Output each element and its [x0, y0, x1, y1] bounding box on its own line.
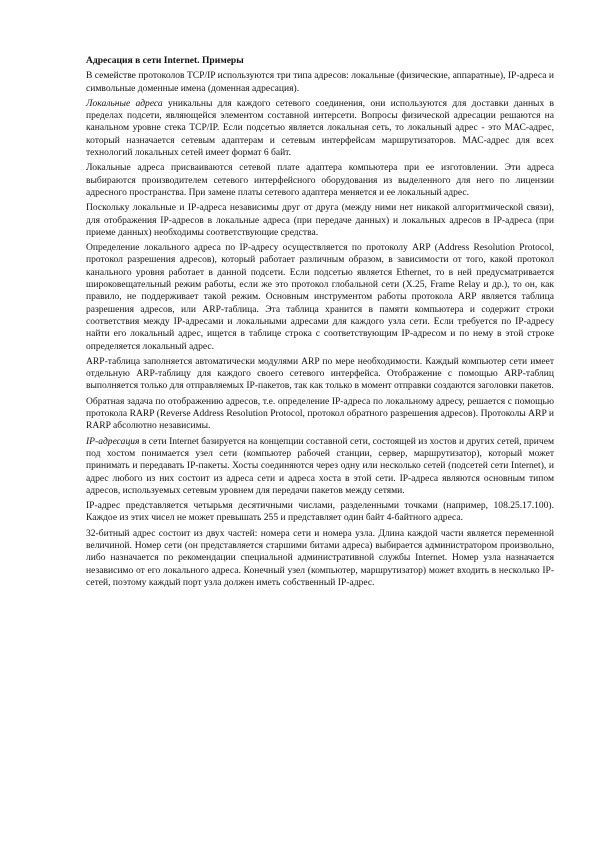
paragraph-arp-protocol: Определение локального адреса по IP-адресу осуществляется по протоколу ARP (Address Resolution Protocol, протокол разрешения адресов), который работает различным образом, в зависимости от того, какой протокол канального уровня работает в данной подсети. Если подсетью является Ethernet, то в ней предусматривается широковещательный режим работы, если же это протокол глобальной сети (Х.25, Frame Relay и др.), то он, как правило, не поддерживает такой режим. Основным инструментом работы протокола ARP является таблица разрешения адресов, или ARP-таблица. Эта таблица хранится в памяти компьютера и содержит строки соответствия между IP-адресами и локальными адресами для каждого узла сети. Если требуется по IP-адресу найти его локальный адрес, ищется в таблице строка с соответствующим IP-адресом и по нему в этой строке определяется локальный адрес.: [86, 242, 554, 352]
paragraph-arp-table: ARP-таблица заполняется автоматически модулями ARP по мере необходимости. Каждый компьютер сети имеет отдельную ARP-таблицу для каждого своего сетевого интерфейса. Отображение с помощью ARP-таблиц выполняется только для отправляемых IP-пакетов, так как только в момент отправки создаются заголовки пакетов.: [86, 355, 554, 392]
paragraph-ip-format: IP-адрес представляется четырьмя десятичными числами, разделенными точками (например, 108.25.17.100). Каждое из этих чисел не может превышать 255 и представляет один байт 4-байтного адреса.: [86, 500, 554, 524]
paragraph-local-addresses: Локальные адреса уникальны для каждого сетевого соединения, они используются для доставки данных в пределах подсети, являющейся элементом составной интерсети. Вопросы физической адресации решаются на канальном уровне стека TCP/IP. Если подсетью является локальная сеть, то локальный адрес - это МАС-адрес, который назначается сетевым адаптерам и сетевым интерфейсам маршрутизаторов. МАС-адрес для всех технологий локальных сетей имеет формат 6 байт.: [86, 97, 554, 159]
term-local-addresses: Локальные адреса: [86, 97, 163, 109]
paragraph-ip-addressing: IP-адресация в сети Internet базируется на концепции составной сети, состоящей из хостов и других сетей, причем под хостом понимается узел сети (компьютер рабочей станции, сервер, маршрутизатор), который может принимать и передавать IP-пакеты. Хосты соединяются через одну или несколько сетей (подсетей сети Internet), и адрес любого из них состоит из адреса сети и адреса хоста в этой сети. IP-адреса являются основным типом адресов, используемых сетевым уровнем для передачи пакетов между сетями.: [86, 435, 554, 496]
paragraph-address-mapping: Поскольку локальные и IP-адреса независимы друг от друга (между ними нет никакой алгоритмической связи), для отображения IP-адресов в локальные адреса (при передаче данных) и локальных адресов в IP-адреса (при приеме данных) необходимы соответствующие средства.: [86, 202, 554, 238]
paragraph-rarp-protocol: Обратная задача по отображению адресов, т.е. определение IP-адреса по локальному адресу, решается с помощью протокола RARP (Reverse Address Resolution Protocol, протокол обратного разрешения адресов). Протоколы ARP и RARP абсолютно независимы.: [86, 395, 554, 432]
document-title: Адресация в сети Internet. Примеры: [86, 55, 244, 66]
paragraph-adapter-addresses: Локальные адреса присваиваются сетевой плате адаптера компьютера при ее изготовлении. Эти адреса выбираются производителем сетевого интерфейсного оборудования из выделенного для него по лицензии адресного пространства. При замене платы сетевого адаптера меняется и ее локальный адрес.: [86, 162, 554, 198]
term-ip-addressing: IP-адресация: [86, 435, 140, 447]
paragraph-address-parts: 32-битный адрес состоит из двух частей: номера сети и номера узла. Длина каждой части является переменной величиной. Номер сети (он представляется старшими битами адреса) выбирается администратором произвольно, либо назначается по рекомендации специальной административной службы Internet. Номер узла назначается независимо от его локального адреса. Конечный узел (компьютер, маршрутизатор) может входить в несколько IP-сетей, поэтому каждый порт узла должен иметь собственный IP-адрес.: [86, 527, 554, 588]
document-body: [86, 55, 554, 592]
paragraph-address-types: В семействе протоколов TCP/IP используются три типа адресов: локальные (физические, аппаратные), IP-адреса и символьные доменные имена (доменная адресация).: [86, 70, 554, 94]
